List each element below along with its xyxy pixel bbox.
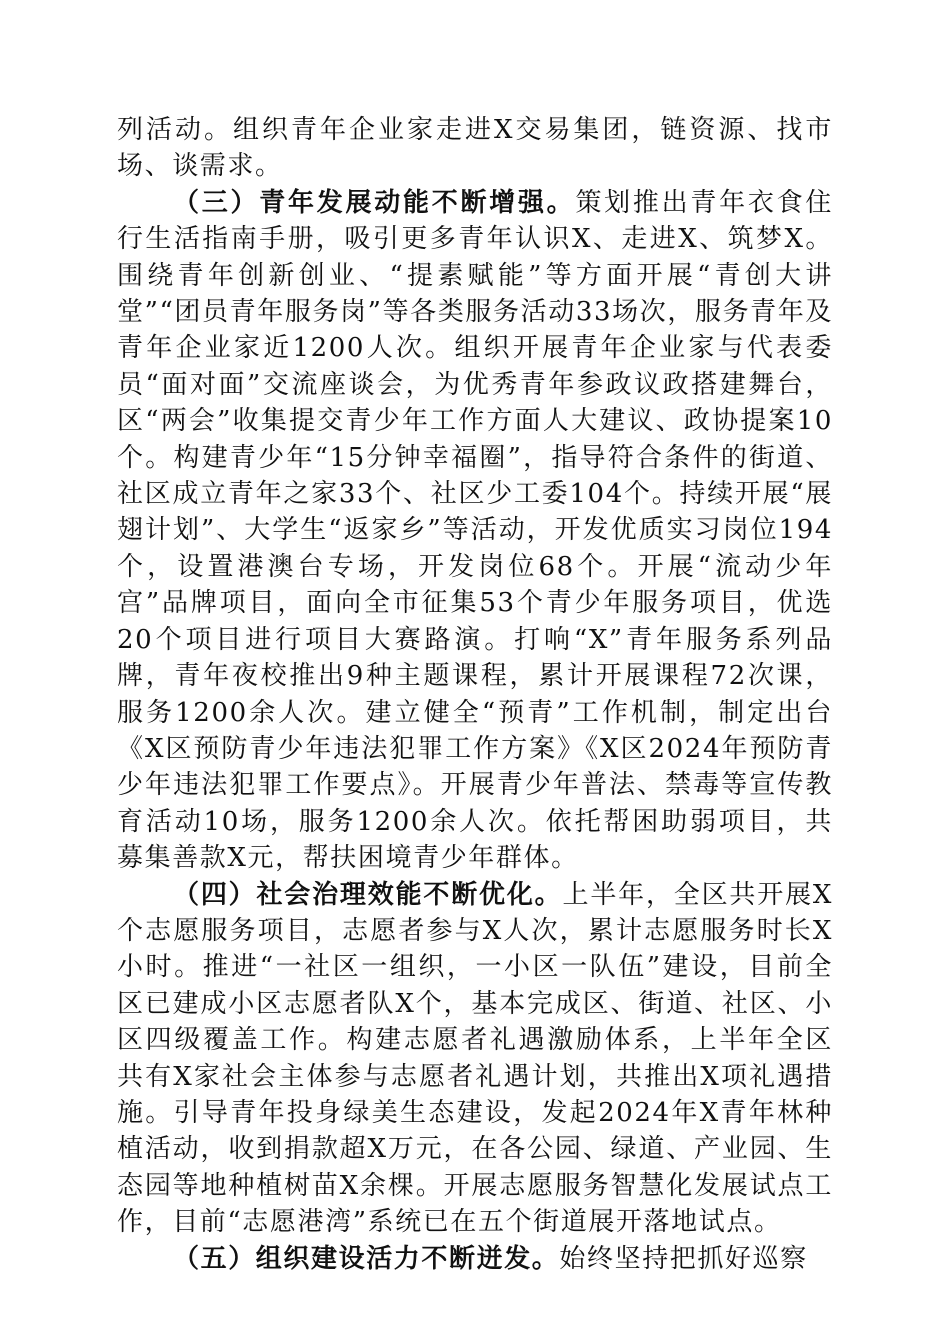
section-heading: （五）组织建设活力不断迸发。: [173, 1243, 560, 1274]
paragraph-section-3: [117, 185, 833, 877]
paragraph-text: 列活动。组织青年企业家走进X交易集团，链资源、找市场、谈需求。: [117, 115, 833, 182]
document-body: [117, 112, 833, 1277]
paragraph-text: 始终坚持把抓好巡察: [559, 1243, 808, 1274]
paragraph-text: 上半年，全区共开展X个志愿服务项目，志愿者参与X人次，累计志愿服务时长X小时。推进“一社区一组织，一小区一队伍”建设，目前全区已建成小区志愿者队X个，基本完成区、街道、社区、小区四级覆盖工作。构建志愿者礼遇激励体系，上半年全区共有X家社会主体参与志愿者礼遇计划，共推出X项礼遇措施。引导青年投身绿美生态建设，发起2024年X青年林种植活动，收到捐款超X万元，在各公园、绿道、产业园、生态园等地种植树苗X余棵。开展志愿服务智慧化发展试点工作，目前“志愿港湾”系统已在五个街道展开落地试点。: [117, 879, 833, 1238]
section-heading: （四）社会治理效能不断优化。: [173, 879, 563, 910]
paragraph-section-4: [117, 877, 833, 1241]
paragraph-continuation: [117, 112, 833, 185]
paragraph-section-5: [117, 1241, 833, 1277]
section-heading: （三）青年发展动能不断增强。: [173, 187, 576, 218]
paragraph-text: 策划推出青年衣食住行生活指南手册，吸引更多青年认识X、走进X、筑梦X。围绕青年创新创业、“提素赋能”等方面开展“青创大讲堂”“团员青年服务岗”等各类服务活动33场次，服务青年及青年企业家近1200人次。组织开展青年企业家与代表委员“面对面”交流座谈会，为优秀青年参政议政搭建舞台，区“两会”收集提交青少年工作方面人大建议、政协提案10个。构建青少年“15分钟幸福圈”，指导符合条件的街道、社区成立青年之家33个、社区少工委104个。持续开展“展翅计划”、大学生“返家乡”等活动，开发优质实习岗位194个，设置港澳台专场，开发岗位68个。开展“流动少年宫”品牌项目，面向全市征集53个青少年服务项目，优选20个项目进行项目大赛路演。打响“X”青年服务系列品牌，青年夜校推出9种主题课程，累计开展课程72次课，服务1200余人次。建立健全“预青”工作机制，制定出台《X区预防青少年违法犯罪工作方案》《X区2024年预防青少年违法犯罪工作要点》。开展青少年普法、禁毒等宣传教育活动10场，服务1200余人次。依托帮困助弱项目，共募集善款X元，帮扶困境青少年群体。: [117, 187, 833, 874]
